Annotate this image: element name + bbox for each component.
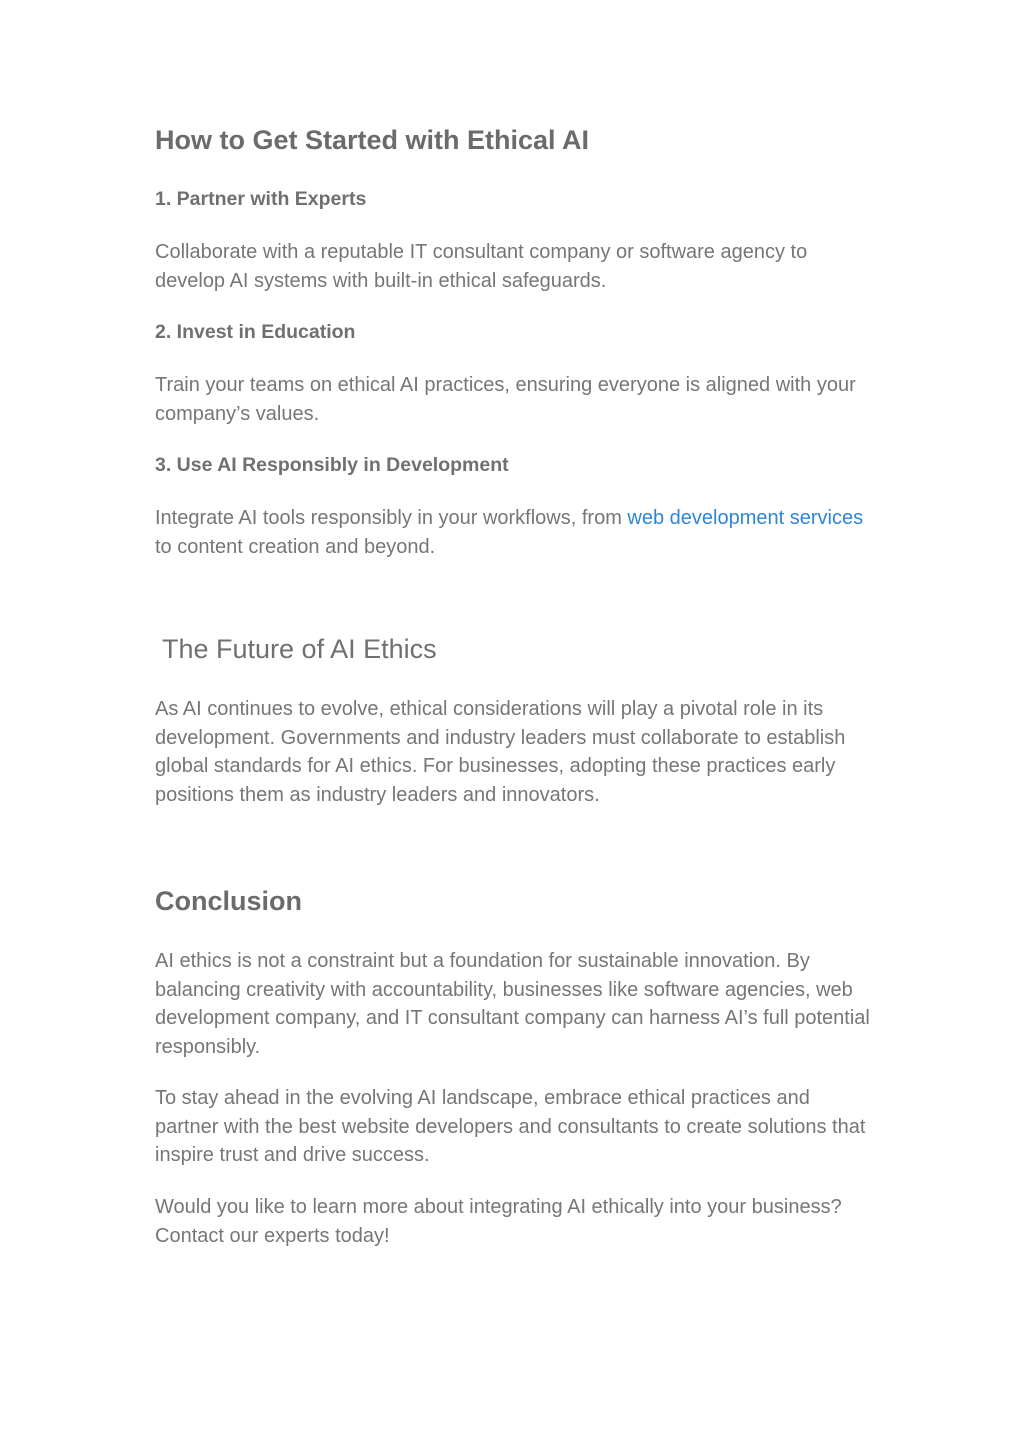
step-text-2: Train your teams on ethical AI practices, ensuring everyone is aligned with your company’s values. (155, 374, 856, 425)
conclusion-paragraph-3: Would you like to learn more about integrating AI ethically into your business? Contact our experts today! (155, 1196, 842, 1247)
step-heading-3: 3. Use AI Responsibly in Development (155, 454, 509, 476)
conclusion-paragraph-1: AI ethics is not a constraint but a foundation for sustainable innovation. By balancing creativity with accountability, businesses like software agencies, web development company, and IT consultant company can harness AI’s full potential responsibly. (155, 950, 870, 1058)
section-title-conclusion: Conclusion (155, 886, 302, 916)
step-text-3-before: Integrate AI tools responsibly in your workflows, from (155, 507, 628, 529)
conclusion-paragraph-2: To stay ahead in the evolving AI landscape, embrace ethical practices and partner with the best website developers and consultants to create solutions that inspire trust and drive success. (155, 1087, 866, 1166)
step-heading-1: 1. Partner with Experts (155, 188, 367, 210)
step-heading-2: 2. Invest in Education (155, 321, 356, 343)
step-text-3 (155, 504, 870, 561)
web-development-services-link[interactable]: web development services (627, 507, 864, 529)
section-title-future: The Future of AI Ethics (162, 634, 437, 664)
section-title-get-started: How to Get Started with Ethical AI (155, 125, 590, 155)
step-text-3-after: to content creation and beyond. (155, 535, 436, 558)
future-text: As AI continues to evolve, ethical considerations will play a pivotal role in its development. Governments and industry leaders must collaborate to establish global standards for AI ethics. For businesses, adopting these practices early positions them as industry leaders and innovators. (155, 698, 846, 806)
step-text-1: Collaborate with a reputable IT consultant company or software agency to develop AI systems with built-in ethical safeguards. (155, 241, 808, 292)
